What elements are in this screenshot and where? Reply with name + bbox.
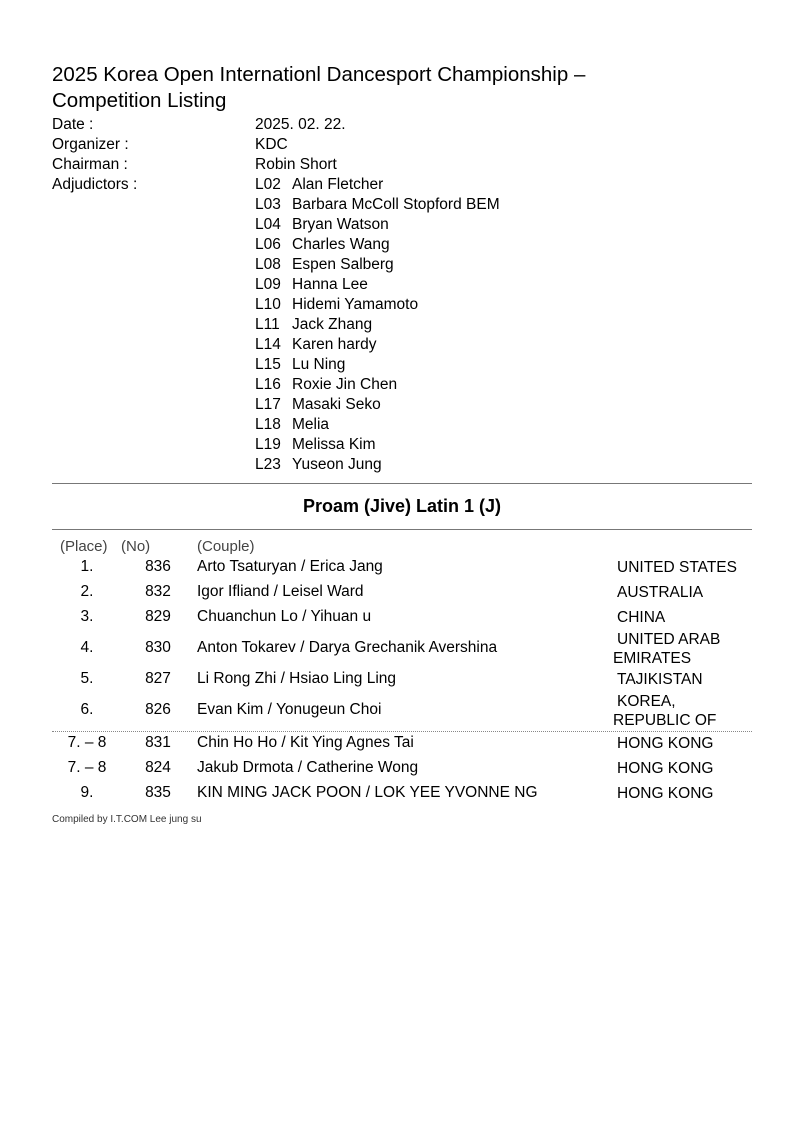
adjudicator-row [255, 335, 500, 355]
result-place: 6. [80, 701, 94, 718]
result-number: 831 [145, 734, 171, 751]
adjudicator-code: L04 [255, 216, 281, 233]
adjudicator-name: Masaki Seko [292, 396, 381, 413]
result-couple: Evan Kim / Yonugeun Choi [197, 701, 382, 718]
meta-label: Date : [52, 116, 94, 133]
adjudicator-row [255, 395, 500, 415]
adjudicator-row [255, 455, 500, 475]
adjudicator-row [255, 235, 500, 255]
adjudicator-name: Jack Zhang [292, 316, 373, 333]
adjudicator-code: L17 [255, 396, 281, 413]
result-number: 827 [145, 670, 171, 687]
adjudicator-name: Melia [292, 416, 330, 433]
adjudicator-code: L23 [255, 456, 281, 473]
result-number: 832 [145, 583, 171, 600]
compiled-by-footer: Compiled by I.T.COM Lee jung su [52, 814, 202, 825]
adjudicator-row [255, 355, 500, 375]
adjudicator-name: Karen hardy [292, 336, 377, 353]
adjudicator-code: L06 [255, 236, 281, 253]
result-country: HONG KONG [617, 760, 714, 777]
result-place: 3. [80, 608, 94, 625]
adjudicator-code: L18 [255, 416, 281, 433]
adjudicator-row [255, 255, 500, 275]
adjudicator-code: L08 [255, 256, 281, 273]
result-place: 4. [80, 639, 94, 656]
result-couple: Arto Tsaturyan / Erica Jang [197, 558, 383, 575]
result-country: HONG KONG [617, 735, 714, 752]
result-place: 7. – 8 [67, 734, 107, 751]
adjudicator-code: L09 [255, 276, 281, 293]
column-header-place: (Place) [60, 538, 108, 555]
column-header-no: (No) [121, 538, 151, 555]
adjudicator-row [255, 375, 500, 395]
adjudicator-code: L19 [255, 436, 281, 453]
meta-value: Robin Short [255, 156, 337, 173]
adjudicator-code: L16 [255, 376, 281, 393]
result-place: 9. [80, 784, 94, 801]
adjudicator-name: Bryan Watson [292, 216, 389, 233]
result-couple: Chin Ho Ho / Kit Ying Agnes Tai [197, 734, 414, 751]
meta-label: Adjudictors : [52, 176, 138, 193]
divider-top [52, 483, 752, 484]
page-title: 2025 Korea Open Internationl Dancesport Championship – Competition Listing [52, 63, 586, 112]
result-couple: Chuanchun Lo / Yihuan u [197, 608, 372, 625]
adjudicator-row [255, 175, 500, 195]
result-number: 830 [145, 639, 171, 656]
adjudicator-name: Charles Wang [292, 236, 390, 253]
result-country: HONG KONG [617, 785, 714, 802]
adjudicator-name: Espen Salberg [292, 256, 394, 273]
result-couple: Igor Ifliand / Leisel Ward [197, 583, 364, 600]
result-country: UNITED ARAB EMIRATES [613, 631, 721, 667]
result-number: 835 [145, 784, 171, 801]
result-number: 836 [145, 558, 171, 575]
result-number: 829 [145, 608, 171, 625]
adjudicator-name: Yuseon Jung [292, 456, 382, 473]
result-couple: KIN MING JACK POON / LOK YEE YVONNE NG [197, 784, 538, 801]
adjudicator-name: Lu Ning [292, 356, 346, 373]
result-couple: Anton Tokarev / Darya Grechanik Avershina [197, 639, 498, 656]
adjudicator-code: L15 [255, 356, 281, 373]
meta-label: Chairman : [52, 156, 128, 173]
result-place: 2. [80, 583, 94, 600]
adjudicator-row [255, 275, 500, 295]
adjudicator-row [255, 195, 500, 215]
adjudicator-code: L10 [255, 296, 281, 313]
adjudicator-name: Barbara McColl Stopford BEM [292, 196, 500, 213]
adjudicator-row [255, 215, 500, 235]
result-number: 824 [145, 759, 171, 776]
adjudicator-code: L14 [255, 336, 281, 353]
adjudicator-code: L11 [255, 316, 280, 333]
meta-value: KDC [255, 136, 288, 153]
column-header-couple: (Couple) [197, 538, 255, 555]
divider-event [52, 529, 752, 530]
meta-label: Organizer : [52, 136, 129, 153]
adjudicator-row [255, 315, 500, 335]
adjudicator-name: Melissa Kim [292, 436, 376, 453]
adjudicator-name: Alan Fletcher [292, 176, 384, 193]
adjudicator-row [255, 415, 500, 435]
divider-ties [52, 731, 752, 732]
result-place: 7. – 8 [67, 759, 107, 776]
result-couple: Jakub Drmota / Catherine Wong [197, 759, 419, 776]
event-title: Proam (Jive) Latin 1 (J) [302, 496, 502, 516]
result-country: CHINA [617, 609, 666, 626]
result-country: TAJIKISTAN [617, 671, 703, 688]
result-country: UNITED STATES [617, 559, 737, 576]
adjudicator-row [255, 435, 500, 455]
result-number: 826 [145, 701, 171, 718]
adjudicator-list [255, 175, 500, 475]
adjudicator-code: L02 [255, 176, 281, 193]
adjudicator-name: Roxie Jin Chen [292, 376, 398, 393]
adjudicator-code: L03 [255, 196, 281, 213]
result-place: 5. [80, 670, 94, 687]
result-country: KOREA, REPUBLIC OF [613, 693, 717, 729]
adjudicator-row [255, 295, 500, 315]
result-country: AUSTRALIA [617, 584, 704, 601]
adjudicator-name: Hanna Lee [292, 276, 368, 293]
result-couple: Li Rong Zhi / Hsiao Ling Ling [197, 670, 397, 687]
result-place: 1. [80, 558, 94, 575]
meta-value: 2025. 02. 22. [255, 116, 346, 133]
adjudicator-name: Hidemi Yamamoto [292, 296, 419, 313]
